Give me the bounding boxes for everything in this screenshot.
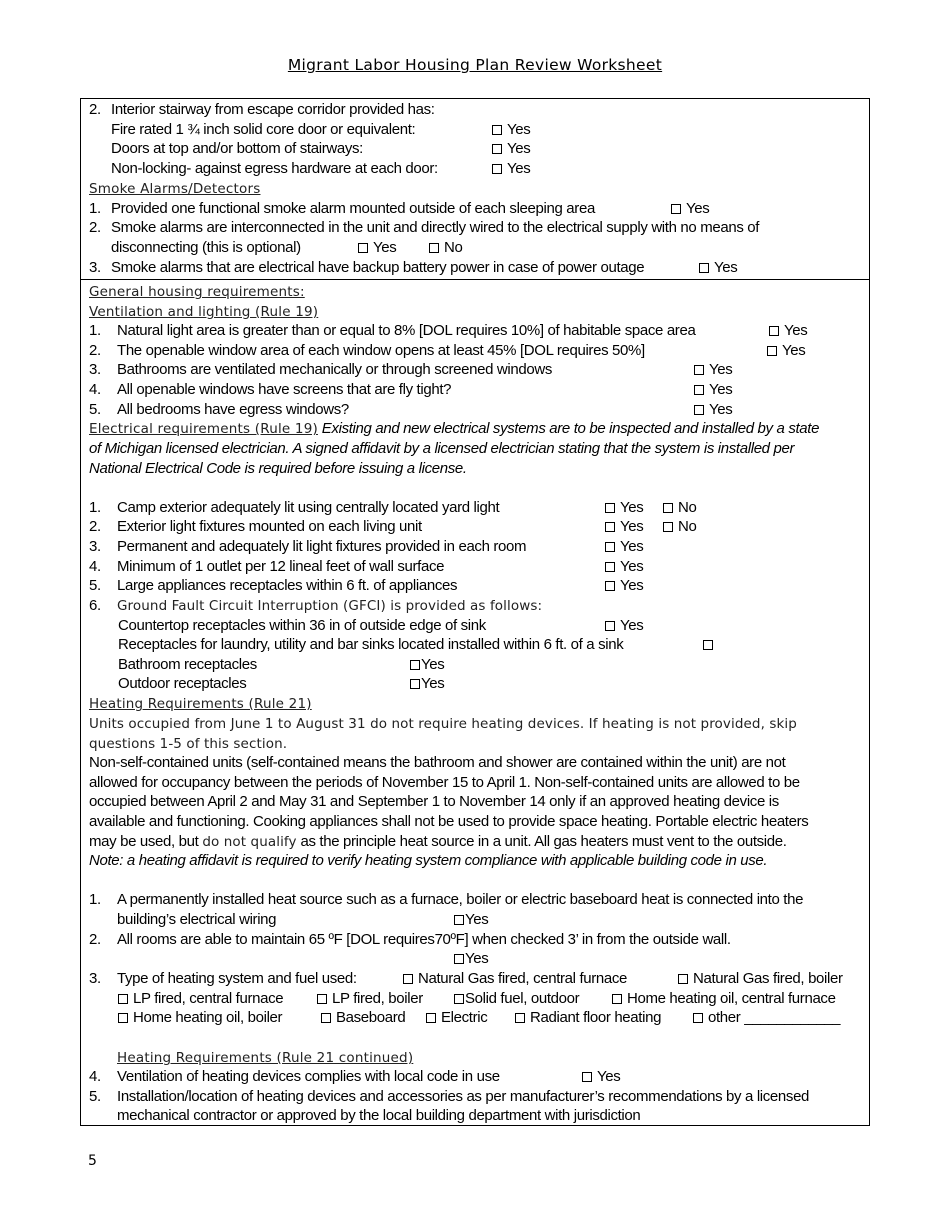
- checkbox[interactable]: [410, 660, 420, 670]
- checkbox[interactable]: [429, 243, 439, 253]
- electrical-item: 5. Large appliances receptacles within 6 ft. of appliances Yes: [89, 577, 644, 594]
- smoke-item: 1. Provided one functional smoke alarm mounted outside of each sleeping area Yes: [89, 200, 710, 217]
- smoke-heading: Smoke Alarms/Detectors: [89, 181, 261, 197]
- checkbox[interactable]: [118, 1013, 128, 1023]
- stairway-item: Doors at top and/or bottom of stairways: Yes: [111, 140, 531, 157]
- checkbox[interactable]: [515, 1013, 525, 1023]
- stairway-item: Non-locking- against egress hardware at each door: Yes: [111, 160, 531, 177]
- checkbox[interactable]: [663, 522, 673, 532]
- smoke-item: 3. Smoke alarms that are electrical have backup battery power in case of power outage Yes: [89, 259, 738, 276]
- electrical-item: 4. Minimum of 1 outlet per 12 lineal feet of wall surface Yes: [89, 558, 644, 575]
- checkbox[interactable]: [671, 204, 681, 214]
- smoke-item: 2. Smoke alarms are interconnected in the unit and directly wired to the electrical supply with no means of: [89, 219, 760, 236]
- heating-heading: Heating Requirements (Rule 21): [89, 696, 312, 712]
- gfci-item: Countertop receptacles within 36 in of outside edge of sink Yes: [118, 617, 644, 634]
- heating-item: 4. Ventilation of heating devices complies with local code in use Yes: [89, 1068, 621, 1085]
- page-number: 5: [88, 1153, 97, 1169]
- heating-item-cont: Yes: [81, 949, 869, 969]
- checkbox[interactable]: [678, 974, 688, 984]
- electrical-note: of Michigan licensed electrician. A signed affidavit by a licensed electrician stating that the system is installed per: [89, 440, 795, 457]
- heating-item: 3. Type of heating system and fuel used: Natural Gas fired, central furnace Natural Gas fired, boiler: [89, 970, 843, 987]
- checkbox[interactable]: [694, 405, 704, 415]
- general-heading: General housing requirements:: [89, 284, 305, 300]
- checkbox[interactable]: [605, 621, 615, 631]
- ventilation-item: 5. All bedrooms have egress windows? Yes: [89, 401, 733, 418]
- checkbox[interactable]: [454, 954, 464, 964]
- heating-affidavit-note: Note: a heating affidavit is required to verify heating system compliance with applicable building code in use.: [89, 852, 768, 869]
- checkbox[interactable]: [693, 1013, 703, 1023]
- stairway-intro: 2. Interior stairway from escape corridor provided has:: [89, 101, 435, 118]
- checkbox[interactable]: [582, 1072, 592, 1082]
- checkbox[interactable]: [694, 365, 704, 375]
- checkbox[interactable]: [767, 346, 777, 356]
- ventilation-item: 4. All openable windows have screens that are fly tight? Yes: [89, 381, 733, 398]
- heating-types-row: Home heating oil, boiler Baseboard Electric Radiant floor heating other ____________: [81, 1008, 869, 1028]
- checkbox[interactable]: [454, 915, 464, 925]
- checkbox[interactable]: [358, 243, 368, 253]
- checkbox[interactable]: [454, 994, 464, 1004]
- heating-item-cont: building’s electrical wiring Yes: [117, 911, 489, 928]
- ventilation-item: 2. The openable window area of each window opens at least 45% [DOL requires 50%] Yes: [89, 342, 806, 359]
- heating-continued-heading: Heating Requirements (Rule 21 continued): [117, 1050, 414, 1066]
- heating-paragraph: occupied between April 2 and May 31 and September 1 to November 14 only if an approved heating device is: [89, 793, 779, 810]
- electrical-item: 2. Exterior light fixtures mounted on each living unit Yes No: [89, 518, 697, 535]
- heating-paragraph: available and functioning. Cooking appliances shall not be used to provide space heating. Portable electric heaters: [89, 813, 809, 830]
- smoke-item-cont: disconnecting (this is optional) Yes No: [111, 239, 463, 256]
- checkbox[interactable]: [492, 164, 502, 174]
- checkbox[interactable]: [426, 1013, 436, 1023]
- checkbox[interactable]: [605, 522, 615, 532]
- checkbox[interactable]: [699, 263, 709, 273]
- checkbox[interactable]: [663, 503, 673, 513]
- heating-item: 1. A permanently installed heat source such as a furnace, boiler or electric baseboard heat is connected into the: [89, 891, 804, 908]
- gfci-item: Receptacles for laundry, utility and bar sinks located installed within 6 ft. of a sink: [81, 635, 869, 655]
- checkbox[interactable]: [492, 125, 502, 135]
- ventilation-item: 1. Natural light area is greater than or equal to 8% [DOL requires 10%] of habitable space area Yes: [89, 322, 808, 339]
- stairway-item: Fire rated 1 ¾ inch solid core door or equivalent: Yes: [111, 121, 531, 138]
- heating-types-row: LP fired, central furnace LP fired, boiler Solid fuel, outdoor Home heating oil, central furnace: [81, 989, 869, 1009]
- electrical-heading: Electrical requirements (Rule 19) Existing and new electrical systems are to be inspected and installed by a state: [89, 420, 820, 437]
- checkbox[interactable]: [694, 385, 704, 395]
- general-requirements-section: [80, 279, 870, 1126]
- checkbox[interactable]: [605, 581, 615, 591]
- checkbox[interactable]: [403, 974, 413, 984]
- heating-paragraph: allowed for occupancy between the periods of November 15 to April 1. Non-self-contained units are allowed to be: [89, 774, 800, 791]
- checkbox[interactable]: [612, 994, 622, 1004]
- electrical-item: 1. Camp exterior adequately lit using centrally located yard light Yes No: [89, 499, 697, 516]
- heating-paragraph: Non-self-contained units (self-contained means the bathroom and shower are contained within the unit) are not: [89, 754, 786, 771]
- heating-note: Units occupied from June 1 to August 31 do not require heating devices. If heating is not provided, skip: [89, 716, 797, 732]
- electrical-note: National Electrical Code is required before issuing a license.: [89, 460, 467, 477]
- heating-item-cont: mechanical contractor or approved by the local building department with jurisdiction: [117, 1107, 641, 1124]
- heating-note: questions 1-5 of this section.: [89, 736, 288, 752]
- stairway-smoke-section: [80, 98, 870, 280]
- gfci-item: Outdoor receptacles Yes: [118, 675, 445, 692]
- electrical-item: 3. Permanent and adequately lit light fixtures provided in each room Yes: [89, 538, 644, 555]
- checkbox[interactable]: [321, 1013, 331, 1023]
- heating-paragraph: may be used, but do not qualify as the principle heat source in a unit. All gas heaters must vent to the outside.: [89, 833, 787, 850]
- ventilation-heading: Ventilation and lighting (Rule 19): [89, 304, 319, 320]
- checkbox[interactable]: [605, 562, 615, 572]
- checkbox[interactable]: [605, 503, 615, 513]
- checkbox[interactable]: [410, 679, 420, 689]
- checkbox[interactable]: [118, 994, 128, 1004]
- heating-item: 2. All rooms are able to maintain 65 ºF [DOL requires70ºF] when checked 3’ in from the outside wall.: [89, 931, 731, 948]
- ventilation-item: 3. Bathrooms are ventilated mechanically or through screened windows Yes: [89, 361, 733, 378]
- heating-item: 5. Installation/location of heating devices and accessories as per manufacturer’s recommendations by a licensed: [89, 1088, 810, 1105]
- checkbox[interactable]: [703, 640, 713, 650]
- gfci-item: Bathroom receptacles Yes: [118, 656, 445, 673]
- checkbox[interactable]: [492, 144, 502, 154]
- checkbox[interactable]: [317, 994, 327, 1004]
- checkbox[interactable]: [605, 542, 615, 552]
- checkbox[interactable]: [769, 326, 779, 336]
- page-title: Migrant Labor Housing Plan Review Worksheet: [287, 56, 663, 74]
- electrical-item: 6. Ground Fault Circuit Interruption (GFCI) is provided as follows:: [89, 597, 543, 614]
